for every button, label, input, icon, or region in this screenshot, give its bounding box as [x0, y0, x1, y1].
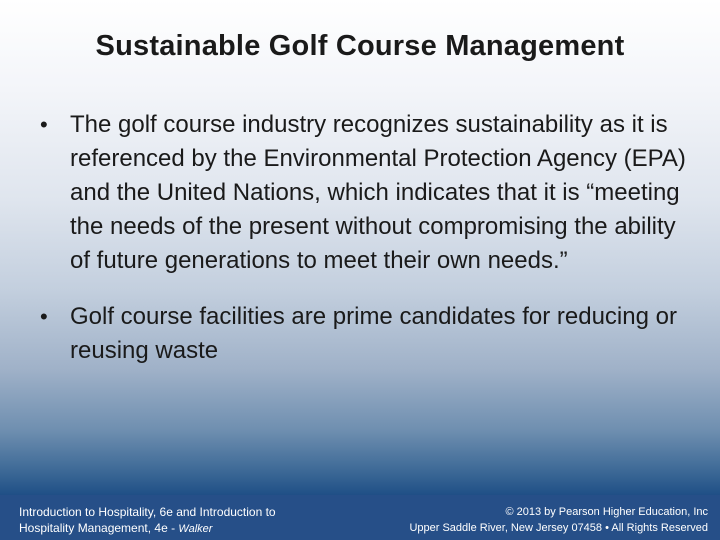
footer-copyright-line2: Upper Saddle River, New Jersey 07458 • All Rights Reserved	[409, 521, 708, 534]
footer-citation-line2	[19, 521, 349, 538]
slide-title: Sustainable Golf Course Management	[95, 30, 625, 62]
footer-citation-text: Hospitality Management, 4e -	[19, 520, 179, 535]
bullet-item	[36, 300, 700, 368]
bullet-list	[36, 108, 700, 390]
footer-copyright-line1: © 2013 by Pearson Higher Education, Inc	[505, 506, 708, 518]
footer-author: Walker	[178, 522, 213, 535]
bullet-text: Golf course facilities are prime candidates for reducing or reusing waste	[70, 303, 677, 364]
footer-copyright	[348, 505, 708, 536]
bullet-item	[36, 108, 700, 278]
bullet-marker: •	[40, 304, 48, 329]
footer-citation	[19, 505, 349, 537]
bullet-marker: •	[40, 112, 48, 137]
bullet-text: The golf course industry recognizes sustainability as it is referenced by the Environmental Protection Agency (EPA) and the United Nations, which indicates that it is “meeting the needs of the present without compromising the ability of future generations to meet their own needs.”	[70, 111, 686, 274]
footer-citation-line1: Introduction to Hospitality, 6e and Introduction to	[19, 505, 276, 519]
